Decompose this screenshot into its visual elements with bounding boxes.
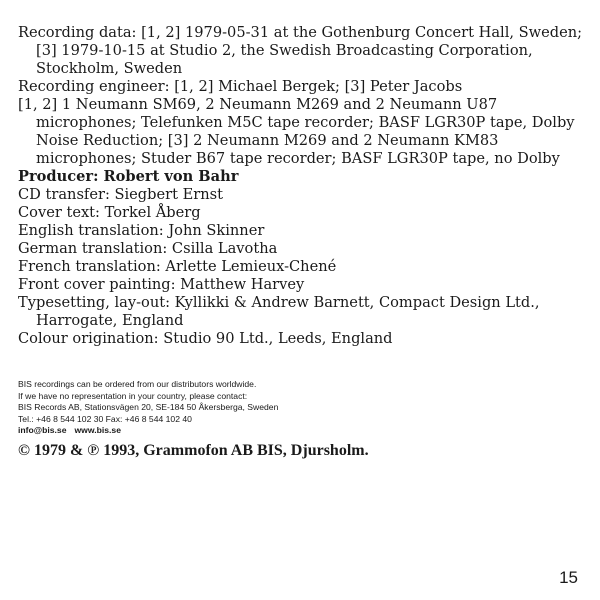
french-translation: French translation: Arlette Lemieux-Chené [18,258,337,275]
distributor-line-1: BIS recordings can be ordered from our distributors worldwide. [18,379,257,389]
distributor-address: BIS Records AB, Stationsvägen 20, SE-184 50 Åkersberga, Sweden [18,402,279,412]
recording-engineer: Recording engineer: [1, 2] Michael Bergek; [3] Peter Jacobs [18,78,463,95]
german-translation: German translation: Csilla Lavotha [18,240,278,257]
producer: Producer: Robert von Bahr [18,168,239,185]
email-link[interactable]: info@bis.se [18,425,67,435]
recording-data-line-3: Stockholm, Sweden [36,60,183,77]
distributor-contact [18,425,578,437]
recording-data-line-2: [3] 1979-10-15 at Studio 2, the Swedish Broadcasting Corporation, [36,42,533,59]
recording-data [18,24,590,78]
cover-text: Cover text: Torkel Åberg [18,204,201,221]
equipment-line-3: Noise Reduction; [3] 2 Neumann M269 and 2 Neumann KM83 [36,132,499,149]
page-number: 15 [559,568,578,587]
equipment-line-1: [1, 2] 1 Neumann SM69, 2 Neumann M269 and 2 Neumann U87 [18,96,498,113]
typesetting-line-1: Typesetting, lay-out: Kyllikki & Andrew Barnett, Compact Design Ltd., [18,294,540,311]
english-translation: English translation: John Skinner [18,222,265,239]
recording-equipment [18,96,590,168]
equipment-line-4: microphones; Studer B67 tape recorder; BASF LGR30P tape, no Dolby [36,150,560,167]
distributor-info [18,379,578,437]
equipment-line-2: microphones; Telefunken M5C tape recorder; BASF LGR30P tape, Dolby [36,114,575,131]
cd-transfer: CD transfer: Siegbert Ernst [18,186,223,203]
front-cover-painting: Front cover painting: Matthew Harvey [18,276,305,293]
website-link[interactable]: www.bis.se [74,425,121,435]
typesetting-line-2: Harrogate, England [36,312,184,329]
distributor-phone-fax: Tel.: +46 8 544 102 30 Fax: +46 8 544 102 40 [18,413,192,424]
colour-origination: Colour origination: Studio 90 Ltd., Leeds, England [18,330,393,347]
copyright-notice: © 1979 & ℗ 1993, Grammofon AB BIS, Djursholm. [18,442,369,459]
recording-data-line-1: Recording data: [1, 2] 1979-05-31 at the Gothenburg Concert Hall, Sweden; [18,24,583,41]
distributor-line-2: If we have no representation in your country, please contact: [18,390,248,401]
typesetting [18,294,590,330]
credits-block [18,24,590,348]
